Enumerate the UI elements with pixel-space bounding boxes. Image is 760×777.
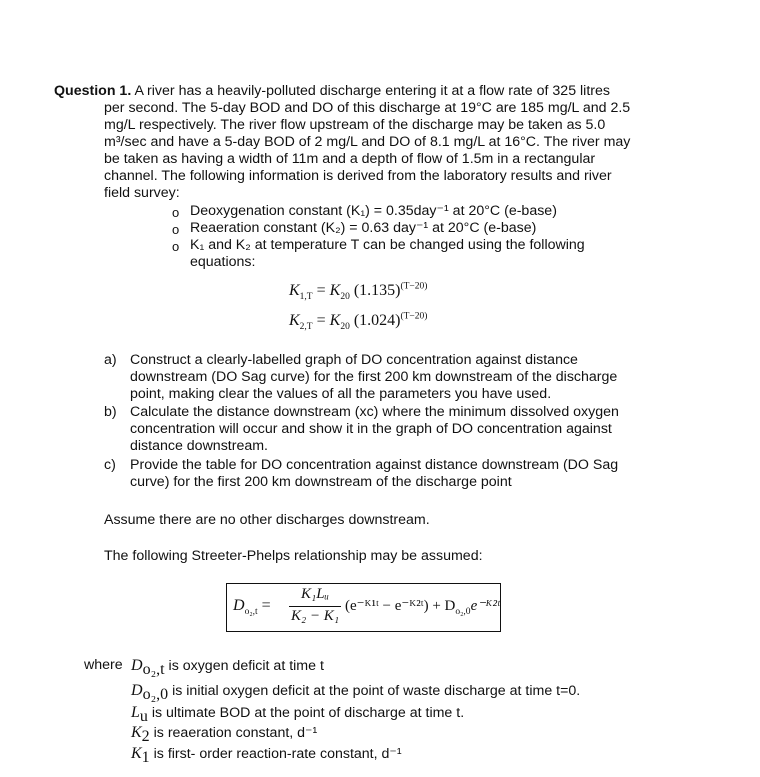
fraction-numerator: K₁Lᵤ [301, 586, 329, 602]
part-a-line-1: downstream (DO Sag curve) for the first 200 km downstream of the discharge [130, 369, 618, 385]
equation-k2: $K_{2,T} = K_{20}$ $(1.024)^{(T-20)}$ [289, 311, 428, 333]
part-a-line-2: point, making clear the values of all the parameters you have used. [130, 386, 552, 402]
bullet-marker-1: o [172, 222, 180, 237]
question-line-2: mg/L respectively. The river flow upstream of the discharge may be taken as 5.0 [104, 117, 606, 133]
where-row-4: $K_1$ is first- order reaction-rate constant, d⁻¹ [131, 745, 402, 766]
where-row-2: $L_u$ is ultimate BOD at the point of discharge at time t. [131, 704, 465, 725]
part-a-line-0: Construct a clearly-labelled graph of DO concentration against distance [130, 352, 578, 368]
part-a-label: a) [104, 352, 117, 368]
bullet-item-3: equations: [190, 254, 256, 270]
part-b-line-1: concentration will occur and show it in the graph of DO concentration against [130, 421, 612, 437]
question-line-5: channel. The following information is derived from the laboratory results and river [104, 168, 612, 184]
fraction-denominator: K₂ − K₁ [290, 608, 340, 624]
assume-text: Assume there are no other discharges downstream. [104, 512, 430, 528]
bullet-item-0: Deoxygenation constant (K₁) = 0.35day⁻¹ at 20°C (e-base) [190, 203, 557, 219]
part-c-line-1: curve) for the first 200 km downstream of the discharge point [130, 474, 512, 490]
where-row-1: $D_{o_2,0}$ is initial oxygen deficit at the point of waste discharge at time t=0. [131, 682, 581, 703]
part-c-label: c) [104, 457, 116, 473]
part-b-line-2: distance downstream. [130, 438, 269, 454]
question-line-6: field survey: [104, 185, 180, 201]
streeter-intro: The following Streeter-Phelps relationship may be assumed: [104, 548, 483, 564]
bullet-item-2: K₁ and K₂ at temperature T can be changed using the following [190, 237, 585, 253]
part-c-line-0: Provide the table for DO concentration against distance downstream (DO Sag [130, 457, 619, 473]
streeter-phelps-equation [226, 583, 501, 632]
equation-lhs: $D_{o_2,t}$ = [233, 597, 271, 618]
question-label: Question 1. [54, 83, 132, 99]
where-row-3: $K_2$ is reaeration constant, d⁻¹ [131, 724, 318, 745]
question-line-1: per second. The 5-day BOD and DO of this discharge at 19°C are 185 mg/L and 2.5 [104, 100, 631, 116]
where-prefix: where [84, 657, 123, 673]
where-row-0: $D_{o_2,t}$ is oxygen deficit at time t [131, 657, 324, 678]
question-line-3: m³/sec and have a 5-day BOD of 2 mg/L and DO of 8.1 mg/L at 16°C. The river may [104, 134, 631, 150]
question-text-0: A river has a heavily-polluted discharge entering it at a flow rate of 325 litres [134, 83, 610, 99]
equation-rhs: (e⁻ᴷ¹ᵗ − e⁻ᴷ²ᵗ) + $D_{o_2,0}e^-ᴷ^2ᵗ$ [345, 598, 500, 617]
fraction-bar [289, 606, 341, 607]
bullet-marker-0: o [172, 205, 180, 220]
bullet-item-1: Reaeration constant (K₂) = 0.63 day⁻¹ at 20°C (e-base) [190, 220, 537, 236]
equation-k1: $K_{1,T} = K_{20}$ $(1.135)^{(T-20)}$ [289, 281, 428, 303]
bullet-marker-2: o [172, 239, 180, 254]
question-line-0 [54, 83, 690, 100]
part-b-line-0: Calculate the distance downstream (xᴄ) where the minimum dissolved oxygen [130, 404, 619, 420]
question-line-4: be taken as having a width of 11m and a depth of flow of 1.5m in a rectangular [104, 151, 596, 167]
part-b-label: b) [104, 404, 117, 420]
